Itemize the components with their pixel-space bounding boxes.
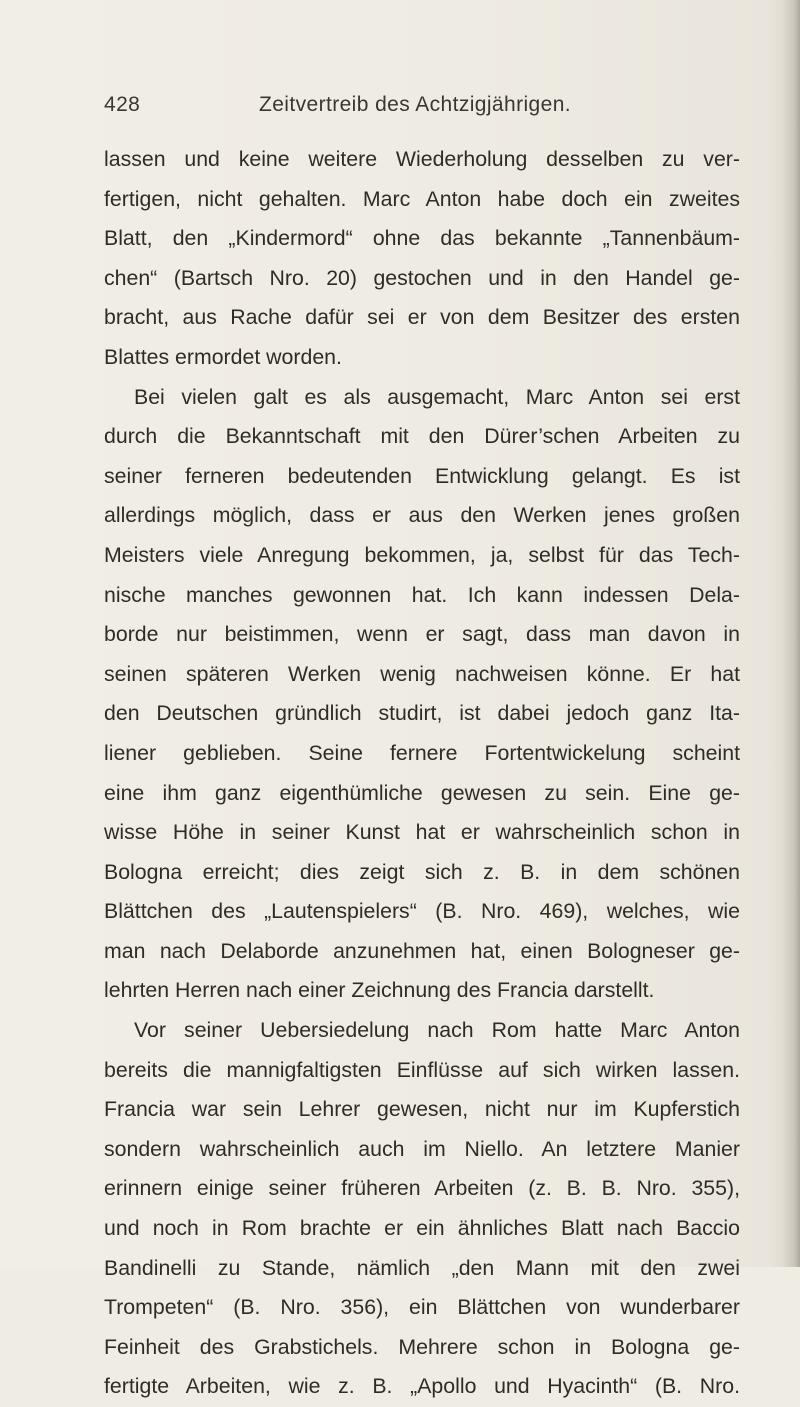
page-number: 428 — [104, 93, 141, 116]
text-line: fertigen, nicht gehalten. Marc Anton habe doch ein zweites — [104, 186, 740, 211]
text-line: seiner ferneren bedeutenden Entwicklung gelangt. Es ist — [104, 463, 740, 488]
text-line: Blattes ermordet worden. — [104, 344, 342, 369]
text-line: bracht, aus Rache dafür sei er von dem Besitzer des ersten — [104, 305, 740, 330]
text-line: Blatt, den „Kindermord“ ohne das bekannte „Tannenbäum- — [104, 226, 740, 251]
text-line: erinnern einige seiner früheren Arbeiten (z. B. B. Nro. 355), — [104, 1176, 740, 1201]
text-line: Francia war sein Lehrer gewesen, nicht nur im Kupferstich — [104, 1097, 740, 1122]
text-line: nische manches gewonnen hat. Ich kann indessen Dela- — [104, 582, 740, 607]
text-line: bereits die mannigfaltigsten Einflüsse auf sich wirken lassen. — [104, 1057, 740, 1082]
text-line: Trompeten“ (B. Nro. 356), ein Blättchen von wunderbarer — [104, 1295, 740, 1320]
text-line: sondern wahrscheinlich auch im Niello. An letztere Manier — [104, 1136, 740, 1161]
text-line: durch die Bekanntschaft mit den Dürer’schen Arbeiten zu — [104, 424, 740, 449]
text-line: seinen späteren Werken wenig nachweisen könne. Er hat — [104, 661, 740, 686]
text-line: man nach Delaborde anzunehmen hat, einen Bologneser ge- — [104, 938, 740, 963]
text-line: chen“ (Bartsch Nro. 20) gestochen und in den Handel ge- — [104, 265, 740, 290]
text-line: Meisters viele Anregung bekommen, ja, selbst für das Tech- — [104, 542, 740, 567]
page-header — [104, 93, 740, 133]
text-line: den Deutschen gründlich studirt, ist dabei jedoch ganz Ita- — [104, 701, 740, 726]
text-line: Blättchen des „Lautenspielers“ (B. Nro. 469), welches, wie — [104, 899, 740, 924]
text-line: Vor seiner Uebersiedelung nach Rom hatte Marc Anton — [134, 1018, 740, 1043]
text-line: liener geblieben. Seine fernere Fortentwickelung scheint — [104, 740, 740, 765]
running-title: Zeitvertreib des Achtzigjährigen. — [259, 93, 572, 116]
text-line: lehrten Herren nach einer Zeichnung des Francia darstellt. — [104, 978, 655, 1003]
text-line: Bologna erreicht; dies zeigt sich z. B. in dem schönen — [104, 859, 740, 884]
text-line: lassen und keine weitere Wiederholung desselben zu ver- — [104, 147, 740, 171]
text-line: fertigte Arbeiten, wie z. B. „Apollo und Hyacinth“ (B. Nro. — [104, 1374, 740, 1399]
text-line: Feinheit des Grabstichels. Mehrere schon in Bologna ge- — [104, 1334, 740, 1359]
text-line: allerdings möglich, dass er aus den Werken jenes großen — [104, 503, 740, 528]
page-edge-shadow — [782, 0, 800, 1267]
body-text — [104, 140, 740, 1407]
text-line: borde nur beistimmen, wenn er sagt, dass man davon in — [104, 622, 740, 647]
text-line: Bei vielen galt es als ausgemacht, Marc Anton sei erst — [134, 384, 740, 409]
text-line: Bandinelli zu Stande, nämlich „den Mann mit den zwei — [104, 1255, 740, 1280]
text-line: wisse Höhe in seiner Kunst hat er wahrscheinlich schon in — [104, 820, 740, 845]
text-line: eine ihm ganz eigenthümliche gewesen zu sein. Eine ge- — [104, 780, 740, 805]
text-line: und noch in Rom brachte er ein ähnliches Blatt nach Baccio — [104, 1216, 740, 1241]
